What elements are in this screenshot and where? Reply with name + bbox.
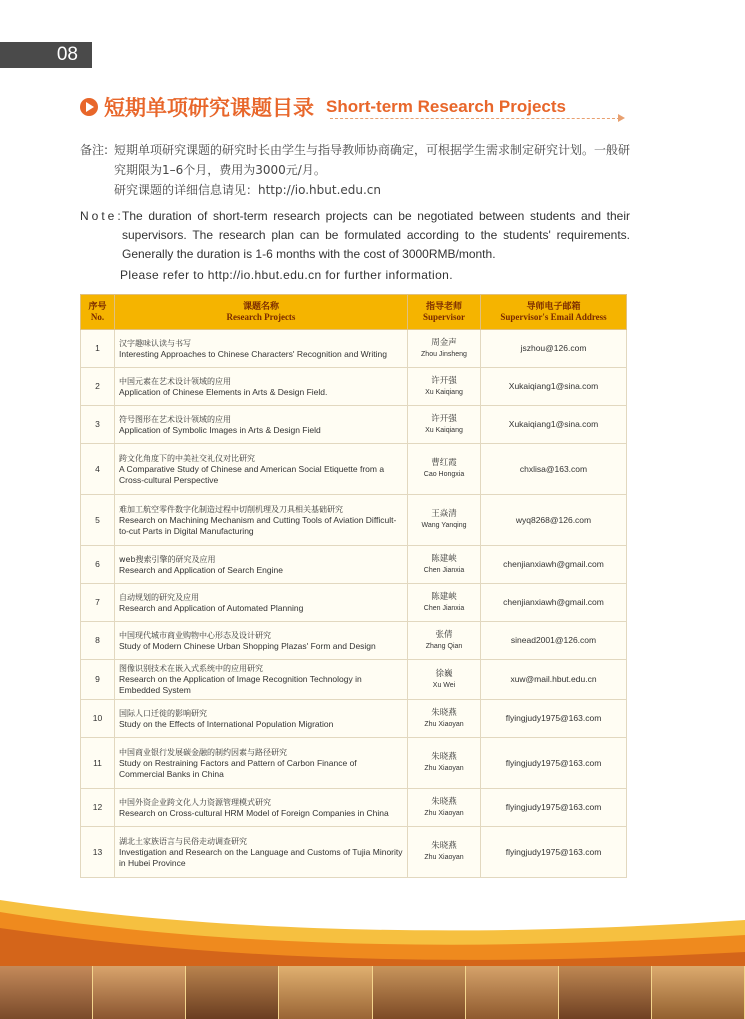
supervisor-cell	[408, 406, 481, 444]
project-cell	[115, 546, 408, 584]
row-number: 13	[81, 827, 115, 878]
supervisor-en: Chen Jianxia	[423, 604, 465, 612]
row-number: 5	[81, 495, 115, 546]
projects-table	[80, 294, 627, 878]
project-title-en: Research and Application of Automated Planning	[119, 602, 304, 613]
email-cell: wyq8268@126.com	[481, 495, 627, 546]
supervisor-en: Xu Kaiqiang	[425, 388, 463, 396]
photo	[373, 966, 466, 1019]
row-number: 12	[81, 789, 115, 827]
project-title-cn: 跨文化角度下的中美社交礼仪对比研究	[119, 453, 255, 463]
email-cell: flyingjudy1975@163.com	[481, 789, 627, 827]
project-title-cn: 中国现代城市商业购物中心形态及设计研究	[119, 630, 271, 640]
project-cell	[115, 495, 408, 546]
supervisor-cn: 张倩	[435, 629, 453, 640]
supervisor-cn: 许开强	[431, 413, 457, 424]
header-email: 导师电子邮箱 Supervisor's Email Address	[481, 295, 627, 330]
photo	[0, 966, 93, 1019]
note-cn-label: 备注:	[80, 143, 109, 157]
project-title-en: Study on the Effects of International Population Migration	[119, 718, 334, 729]
email-cell: jszhou@126.com	[481, 330, 627, 368]
supervisor-cn: 徐巍	[435, 668, 453, 679]
row-number: 3	[81, 406, 115, 444]
project-cell	[115, 738, 408, 789]
email-cell: chenjianxiawh@gmail.com	[481, 584, 627, 622]
supervisor-en: Zhu Xiaoyan	[424, 765, 464, 772]
heading-arrow-icon	[618, 114, 625, 122]
photo	[466, 966, 559, 1019]
row-number: 6	[81, 546, 115, 584]
supervisor-cell	[408, 660, 481, 700]
supervisor-en: Zhu Xiaoyan	[424, 720, 464, 728]
table-row	[81, 584, 627, 622]
project-title-en: Interesting Approaches to Chinese Characters' Recognition and Writing	[119, 348, 387, 359]
supervisor-cell	[408, 827, 481, 878]
project-title-cn: 湖北土家族语言与民俗走动调查研究	[119, 836, 247, 846]
email-cell: sinead2001@126.com	[481, 622, 627, 660]
play-bullet-icon	[80, 98, 98, 116]
supervisor-cn: 周金声	[431, 337, 457, 348]
email-cell: flyingjudy1975@163.com	[481, 700, 627, 738]
note-en-body: The duration of short-term research projects can be negotiated between students and their supervisors. The research plan can be formulated according to the students' requirements. Generally the duration is 1-6 months with the cost of 3000RMB/month.	[122, 209, 630, 261]
supervisor-en: Chen Jianxia	[423, 566, 465, 574]
project-cell	[115, 444, 408, 495]
table-row	[81, 406, 627, 444]
note-cn-link-line: 研究课题的详细信息请见：http://io.hbut.edu.cn	[114, 183, 382, 197]
note-en-label: Note:	[80, 209, 124, 223]
table-row	[81, 330, 627, 368]
supervisor-cell	[408, 738, 481, 789]
project-title-en: Research and Application of Search Engine	[119, 564, 283, 575]
supervisor-en: Zhou Jinsheng	[421, 350, 467, 358]
supervisor-cn: 王焱清	[431, 509, 457, 519]
project-cell	[115, 827, 408, 878]
heading-en: Short-term Research Projects	[326, 97, 566, 116]
supervisor-cell	[408, 495, 481, 546]
header-supervisor: 指导老师 Supervisor	[408, 295, 481, 330]
email-cell: Xukaiqiang1@sina.com	[481, 368, 627, 406]
row-number: 10	[81, 700, 115, 738]
supervisor-cell	[408, 622, 481, 660]
page-number: 08	[56, 44, 78, 65]
table-row	[81, 738, 627, 789]
email-cell: flyingjudy1975@163.com	[481, 738, 627, 789]
supervisor-cn: 朱晓燕	[431, 707, 457, 718]
note-cn-body: 短期单项研究课题的研究时长由学生与指导教师协商确定，可根据学生需求制定研究计划。一般研究期限为1–6个月，费用为3000元/月。	[114, 143, 631, 177]
project-title-en: Study on Restraining Factors and Pattern of Carbon Finance of Commercial Banks in China	[119, 757, 357, 779]
table-row	[81, 495, 627, 546]
project-title-en: Research on the Application of Image Recognition Technology in Embedded System	[119, 674, 362, 695]
supervisor-cn: 曹红霞	[431, 458, 457, 468]
photo	[93, 966, 186, 1019]
email-cell: flyingjudy1975@163.com	[481, 827, 627, 878]
supervisor-cn: 朱晓燕	[431, 796, 457, 807]
supervisor-cell	[408, 700, 481, 738]
email-cell: chxlisa@163.com	[481, 444, 627, 495]
project-cell	[115, 700, 408, 738]
table-row	[81, 789, 627, 827]
supervisor-cell	[408, 368, 481, 406]
supervisor-en: Cao Hongxia	[423, 471, 465, 478]
supervisor-cn: 许开强	[431, 375, 457, 386]
photo	[186, 966, 279, 1019]
project-title-en: Investigation and Research on the Language and Customs of Tujia Minority in Hubei Province	[119, 846, 403, 868]
supervisor-cn: 朱晓燕	[431, 841, 457, 851]
project-title-cn: web搜索引擎的研究及应用	[119, 554, 216, 564]
header-project: 课题名称 Research Projects	[115, 295, 408, 330]
table-row	[81, 546, 627, 584]
project-cell	[115, 330, 408, 368]
supervisor-en: Wang Yanqing	[421, 522, 467, 529]
project-title-cn: 汉字趣味认读与书写	[119, 338, 191, 348]
photo	[279, 966, 372, 1019]
project-cell	[115, 789, 408, 827]
project-cell	[115, 406, 408, 444]
table-row	[81, 368, 627, 406]
project-title-cn: 图像识别技术在嵌入式系统中的应用研究	[119, 664, 263, 673]
table-row	[81, 622, 627, 660]
supervisor-cell	[408, 584, 481, 622]
row-number: 8	[81, 622, 115, 660]
project-title-en: Research on Cross-cultural HRM Model of Foreign Companies in China	[119, 807, 389, 818]
heading-dashed-rule	[330, 118, 620, 119]
supervisor-cell	[408, 444, 481, 495]
project-title-cn: 符号图形在艺术设计领域的应用	[119, 414, 231, 424]
row-number: 11	[81, 738, 115, 789]
supervisor-cell	[408, 546, 481, 584]
supervisor-en: Zhang Qian	[425, 642, 463, 650]
row-number: 1	[81, 330, 115, 368]
table-row	[81, 827, 627, 878]
supervisor-cell	[408, 330, 481, 368]
row-number: 9	[81, 660, 115, 700]
project-cell	[115, 584, 408, 622]
supervisor-en: Xu Wei	[432, 681, 456, 689]
photo	[559, 966, 652, 1019]
note-english	[80, 207, 630, 285]
supervisor-cn: 朱晓燕	[431, 752, 457, 762]
project-title-en: Research on Machining Mechanism and Cutting Tools of Aviation Difficult-to-cut Parts in Digital Manufacturing	[119, 514, 397, 536]
supervisor-cn: 陈建峡	[431, 591, 457, 602]
project-title-cn: 自动规划的研究及应用	[119, 592, 199, 602]
project-title-en: Study of Modern Chinese Urban Shopping Plazas' Form and Design	[119, 640, 376, 651]
table-row	[81, 660, 627, 700]
table-row	[81, 444, 627, 495]
email-cell: xuw@mail.hbut.edu.cn	[481, 660, 627, 700]
supervisor-cn: 陈建峡	[431, 553, 457, 564]
row-number: 2	[81, 368, 115, 406]
row-number: 4	[81, 444, 115, 495]
heading-cn: 短期单项研究课题目录	[104, 96, 314, 120]
project-title-cn: 国际人口迁徙的影响研究	[119, 708, 207, 718]
table-header-row	[81, 295, 627, 330]
supervisor-en: Xu Kaiqiang	[425, 426, 463, 434]
note-chinese	[80, 140, 640, 200]
project-title-cn: 中国元素在艺术设计领域的应用	[119, 376, 231, 386]
supervisor-en: Zhu Xiaoyan	[424, 809, 464, 817]
supervisor-cell	[408, 789, 481, 827]
project-title-en: Application of Symbolic Images in Arts & Design Field	[119, 424, 321, 435]
project-title-en: A Comparative Study of Chinese and American Social Etiquette from a Cross-cultural Perspective	[119, 463, 385, 485]
note-en-link-line: Please refer to http://io.hbut.edu.cn for further information.	[120, 268, 453, 282]
project-cell	[115, 660, 408, 700]
table-row	[81, 700, 627, 738]
supervisor-en: Zhu Xiaoyan	[424, 854, 464, 861]
project-title-cn: 难加工航空零件数字化制造过程中切削机理及刀具相关基础研究	[119, 504, 343, 514]
email-cell: chenjianxiawh@gmail.com	[481, 546, 627, 584]
project-title-en: Application of Chinese Elements in Arts & Design Field.	[119, 386, 328, 397]
project-title-cn: 中国商业银行发展碳金融的制约因素与路径研究	[119, 747, 287, 757]
project-cell	[115, 368, 408, 406]
page-number-tab	[0, 42, 92, 68]
row-number: 7	[81, 584, 115, 622]
email-cell: Xukaiqiang1@sina.com	[481, 406, 627, 444]
photo	[652, 966, 745, 1019]
student-photo-strip	[0, 966, 745, 1019]
header-no: 序号 No.	[81, 295, 115, 330]
project-cell	[115, 622, 408, 660]
project-title-cn: 中国外资企业跨文化人力资源管理模式研究	[119, 797, 271, 807]
